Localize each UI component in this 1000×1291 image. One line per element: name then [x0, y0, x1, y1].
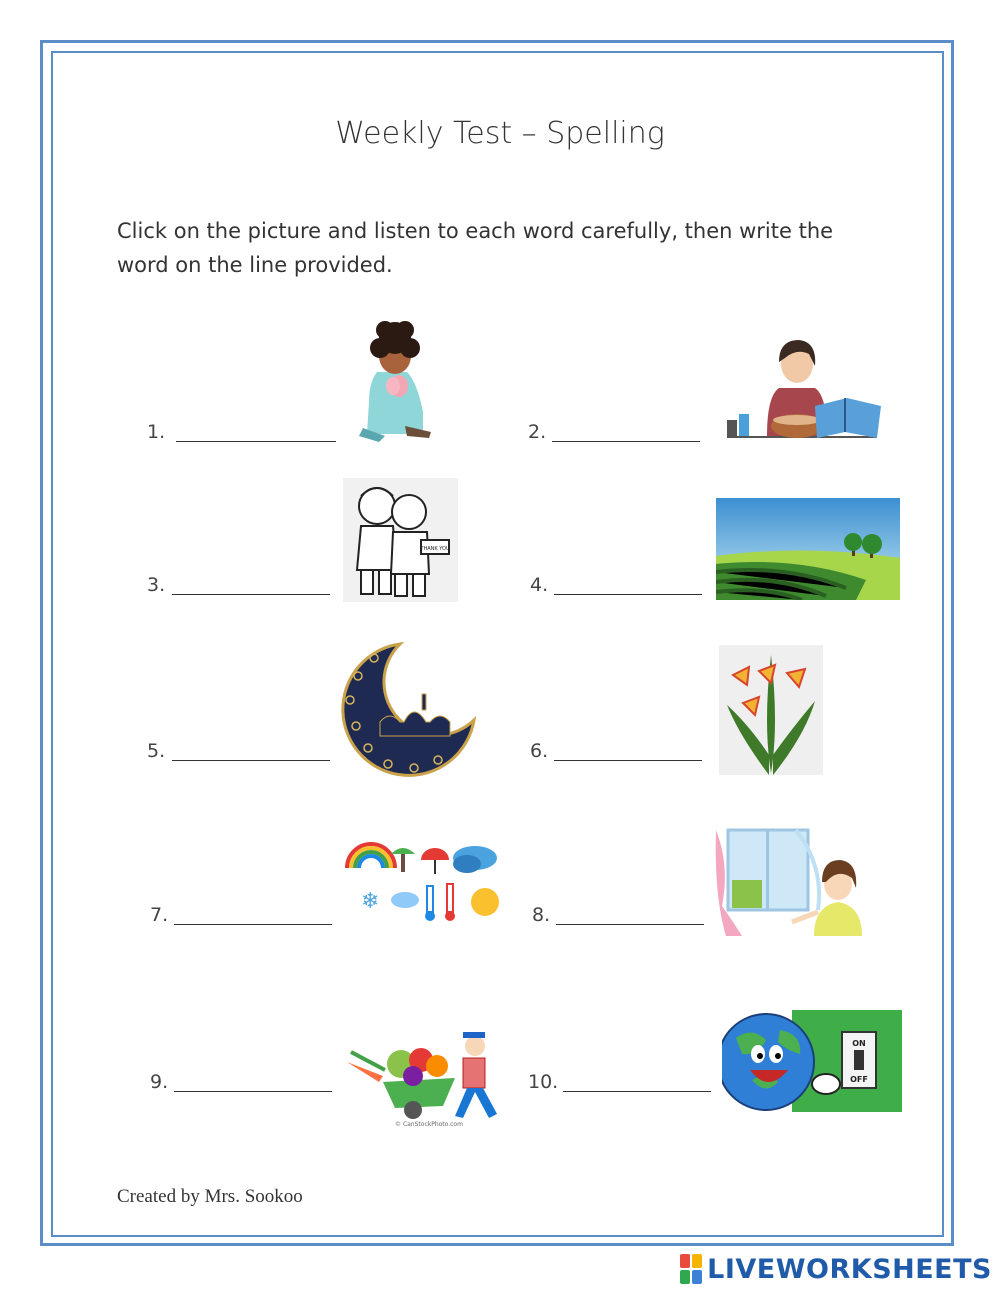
answer-line-5 — [172, 760, 330, 761]
brand-name: LIVEWORKSHEETS — [707, 1253, 992, 1285]
answer-input-7[interactable] — [174, 893, 336, 923]
answer-input-8[interactable] — [556, 893, 708, 923]
answer-line-7 — [174, 924, 332, 925]
answer-line-8 — [556, 924, 704, 925]
picture-5-crescent-moon-mosque[interactable] — [330, 640, 476, 778]
picture-1-kneeling-child[interactable] — [355, 316, 435, 442]
picture-7-weather-symbols[interactable] — [343, 838, 505, 930]
svg-text:❄: ❄ — [361, 889, 380, 914]
picture-4-farm-field[interactable] — [716, 498, 900, 600]
instructions: Click on the picture and listen to each word carefully, then write the word on the line provided. — [117, 219, 834, 277]
switch-off-label: OFF — [850, 1075, 868, 1084]
answer-line-3 — [172, 594, 330, 595]
answer-input-9[interactable] — [174, 1060, 336, 1090]
question-number-4: 4. — [530, 574, 549, 596]
answer-line-10 — [563, 1091, 711, 1092]
question-number-3: 3. — [147, 574, 166, 596]
answer-line-9 — [174, 1091, 332, 1092]
picture-6-flower-plant[interactable] — [719, 645, 823, 775]
question-number-8: 8. — [532, 904, 551, 926]
picture-9-farmer-with-vegetables[interactable] — [343, 1022, 513, 1130]
liveworksheets-brand[interactable] — [680, 1254, 992, 1284]
answer-line-2 — [552, 441, 700, 442]
liveworksheets-logo-icon — [680, 1254, 702, 1284]
thank-you-sign-text: THANK YOU — [420, 546, 450, 552]
answer-line-6 — [554, 760, 702, 761]
question-number-9: 9. — [150, 1071, 169, 1093]
image-credit: © CanStockPhoto.com — [395, 1121, 463, 1128]
question-number-2: 2. — [528, 421, 547, 443]
answer-input-2[interactable] — [552, 410, 704, 440]
picture-10-earth-light-switch[interactable] — [722, 1010, 902, 1112]
question-number-1: 1. — [147, 421, 166, 443]
switch-on-label: ON — [852, 1039, 866, 1048]
question-number-6: 6. — [530, 740, 549, 762]
author-credit: Created by Mrs. Sookoo — [117, 1186, 303, 1207]
picture-2-woman-reading-recipe[interactable] — [717, 336, 885, 452]
question-number-5: 5. — [147, 740, 166, 762]
answer-line-4 — [554, 594, 702, 595]
answer-input-4[interactable] — [554, 563, 706, 593]
question-number-10: 10. — [528, 1071, 559, 1093]
picture-3-two-children[interactable] — [343, 478, 458, 602]
answer-input-1[interactable] — [176, 410, 340, 440]
answer-input-5[interactable] — [172, 729, 334, 759]
answer-line-1 — [176, 441, 336, 442]
answer-input-3[interactable] — [172, 563, 334, 593]
answer-input-6[interactable] — [554, 729, 706, 759]
question-number-7: 7. — [150, 904, 169, 926]
answer-input-10[interactable] — [563, 1060, 715, 1090]
worksheet-title: Weekly Test – Spelling — [335, 116, 665, 151]
picture-8-girl-at-window[interactable] — [714, 826, 868, 938]
